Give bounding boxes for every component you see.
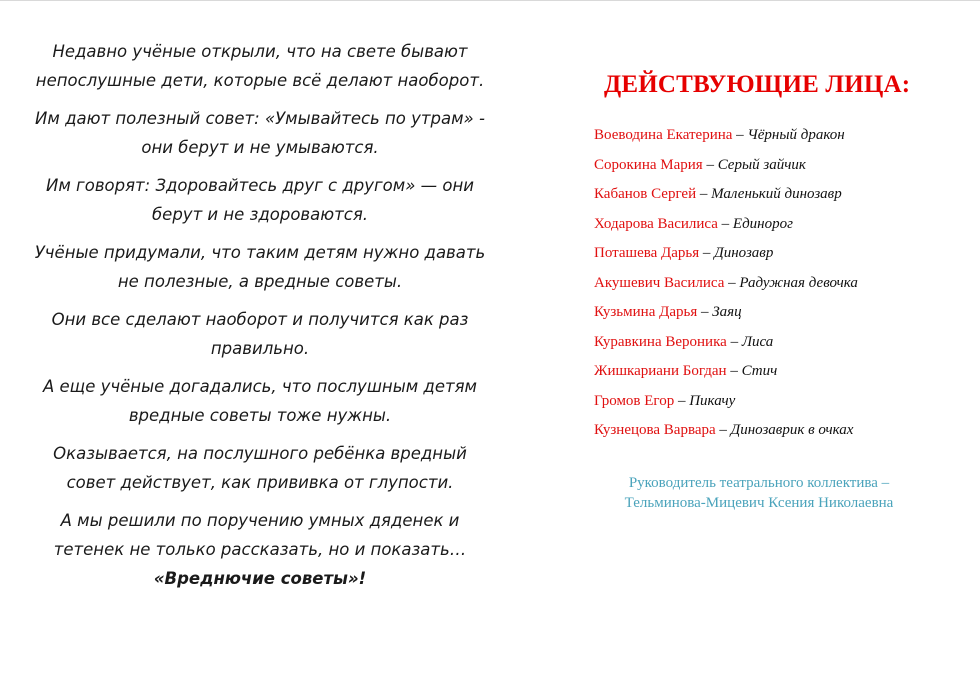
role-name: Чёрный дракон [747, 127, 845, 143]
role-name: Радужная девочка [739, 274, 858, 291]
play-title: «Вреднючие советы»! [153, 569, 367, 588]
intro-paragraph-8 [30, 506, 490, 593]
actor-name: Кабанов Сергей [594, 186, 697, 202]
cast-dash: – [702, 156, 718, 173]
actor-name: Жишкариани Богдан [594, 363, 727, 379]
cast-dash: – [724, 274, 740, 291]
cast-dash: – [674, 392, 690, 409]
cast-item [594, 357, 948, 387]
role-name: Лиса [741, 333, 774, 350]
cast-dash: – [732, 127, 748, 143]
cast-dash: – [715, 422, 731, 438]
role-name: Пикачу [689, 392, 736, 409]
intro-paragraph-1: Недавно учёные открыли, что на свете бывают непослушные дети, которые всё делают наоборот. [35, 42, 485, 90]
cast-item [594, 328, 948, 358]
cast-title: ДЕЙСТВУЮЩИЕ ЛИЦА: [604, 71, 911, 98]
actor-name: Акушевич Василиса [594, 274, 725, 291]
cast-dash: – [696, 186, 712, 202]
cast-section [588, 71, 948, 513]
cast-dash: – [717, 215, 733, 232]
role-name: Динозавр [714, 245, 774, 261]
cast-item [594, 387, 948, 417]
director-name: Тельминова-Мицевич Ксения Николаевна [624, 494, 894, 511]
intro-paragraph-8-text: А мы решили по поручению умных дяденек и тетенек не только рассказать, но и показать… [53, 511, 467, 559]
role-name: Стич [741, 363, 778, 379]
actor-name: Кузьмина Дарья [594, 304, 698, 320]
role-name: Маленький динозавр [711, 186, 842, 202]
story-intro [30, 37, 490, 602]
role-name: Динозаврик в очках [730, 422, 854, 438]
cast-item [594, 298, 948, 328]
director-role: Руководитель театрального коллектива – [628, 474, 890, 491]
cast-item [594, 151, 948, 181]
intro-paragraph-6: А еще учёные догадались, что послушным детям вредные советы тоже нужны. [43, 377, 477, 425]
actor-name: Кузнецова Варвара [594, 422, 716, 438]
actor-name: Громов Егор [594, 392, 675, 409]
role-name: Серый зайчик [717, 156, 806, 173]
role-name: Заяц [712, 304, 742, 320]
cast-dash: – [699, 245, 715, 261]
cast-item [594, 239, 948, 269]
actor-name: Воеводина Екатерина [594, 127, 733, 143]
intro-paragraph-4: Учёные придумали, что таким детям нужно давать не полезные, а вредные советы. [34, 243, 486, 291]
actor-name: Поташева Дарья [594, 245, 700, 261]
cast-dash: – [726, 333, 742, 350]
director-credit [588, 473, 924, 513]
cast-dash: – [726, 363, 742, 379]
cast-item [594, 416, 948, 446]
intro-paragraph-2: Им дают полезный совет: «Умывайтесь по утрам» - они берут и не умываются. [35, 109, 485, 157]
intro-paragraph-5: Они все сделают наоборот и получится как раз правильно. [51, 310, 469, 358]
intro-paragraph-7: Оказывается, на послушного ребёнка вредный совет действует, как прививка от глупости. [53, 444, 467, 492]
cast-dash: – [697, 304, 713, 320]
cast-list [588, 121, 948, 446]
cast-item [594, 210, 948, 240]
intro-paragraph-3: Им говорят: Здоровайтесь друг с другом» — они берут и не здороваются. [46, 176, 474, 224]
actor-name: Ходарова Василиса [594, 215, 718, 232]
cast-item [594, 180, 948, 210]
actor-name: Сорокина Мария [594, 156, 703, 173]
role-name: Единорог [732, 215, 793, 232]
actor-name: Куравкина Вероника [594, 333, 727, 350]
cast-item [594, 269, 948, 299]
cast-item [594, 121, 948, 151]
